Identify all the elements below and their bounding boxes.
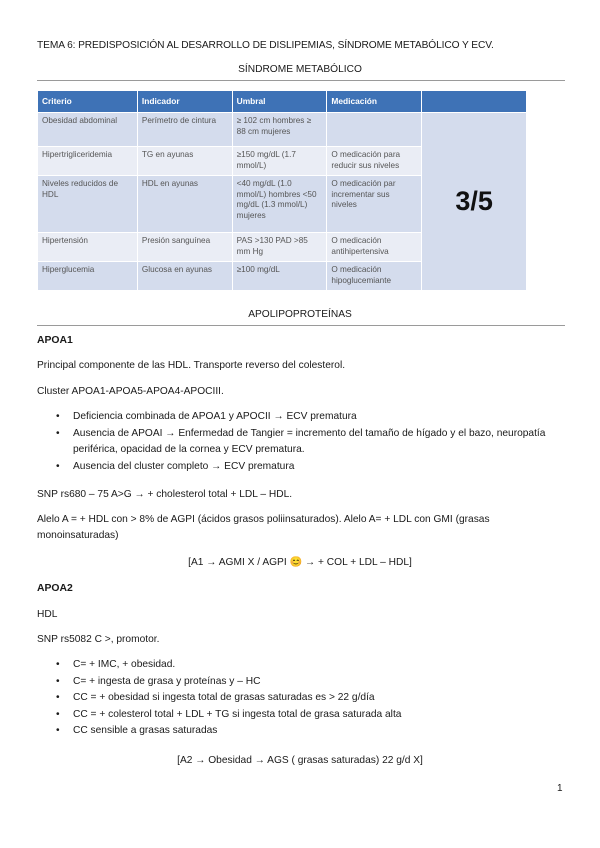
table-cell: O medicación antihipertensiva: [327, 233, 422, 262]
table-cell: <40 mg/dL (1.0 mmol/L) hombres <50 mg/dL (1.3 mmol/L) mujeres: [232, 176, 327, 233]
table-cell: O medicación para reducir sus niveles: [327, 147, 422, 176]
paragraph: Cluster APOA1-APOA5-APOA4-APOCIII.: [37, 386, 224, 397]
list-item: • CC sensible a grasas saturadas: [37, 723, 547, 740]
list-item: • C= + IMC, + obesidad.: [37, 657, 547, 674]
col-header: [422, 91, 527, 113]
table-cell: HDL en ayunas: [137, 176, 232, 233]
bullet-list-apoa2: [37, 657, 547, 740]
col-header: Criterio: [38, 91, 138, 113]
table-cell: O medicación par incrementar sus niveles: [327, 176, 422, 233]
table-cell: Obesidad abdominal: [38, 113, 138, 147]
col-header: Umbral: [232, 91, 327, 113]
bullet-list-apoa1: [37, 409, 547, 475]
document-title: TEMA 6: PREDISPOSICIÓN AL DESARROLLO DE DISLIPEMIAS, SÍNDROME METABÓLICO Y ECV.: [37, 40, 494, 51]
heading-apoa1: APOA1: [37, 335, 73, 346]
list-item: • Ausencia de APOAI → Enfermedad de Tangier = incremento del tamaño de hígado y el bazo, neuropatía periférica, opacidad de la cornea y ECV prematura.: [37, 426, 547, 459]
section-title-apolipoproteinas: APOLIPOPROTEÍNAS: [248, 309, 352, 320]
table-cell: Perímetro de cintura: [137, 113, 232, 147]
table-cell: ≥100 mg/dL: [232, 262, 327, 291]
list-item: • C= + ingesta de grasa y proteínas y – HC: [37, 674, 547, 691]
formula-apoa2: [A2 → Obesidad → AGS ( grasas saturadas) 22 g/d X]: [177, 755, 423, 766]
col-header: Medicación: [327, 91, 422, 113]
table-cell: O medicación hipoglucemiante: [327, 262, 422, 291]
heading-apoa2: APOA2: [37, 583, 73, 594]
table-header-row: [38, 91, 527, 113]
table-row: [38, 113, 527, 147]
page-number: 1: [557, 783, 563, 794]
divider: [37, 325, 565, 326]
table-cell: [327, 113, 422, 147]
paragraph: SNP rs5082 C >, promotor.: [37, 634, 160, 645]
table-cell: ≥150 mg/dL (1.7 mmol/L): [232, 147, 327, 176]
table-cell: Hipertensión: [38, 233, 138, 262]
paragraph: Alelo A = + HDL con > 8% de AGPI (ácidos grasos poliinsaturados). Alelo A= + LDL con GMI (grasas monoinsaturadas): [37, 514, 490, 541]
col-header: Indicador: [137, 91, 232, 113]
formula-apoa1: [A1 → AGMI X / AGPI 😊 → + COL + LDL – HDL]: [188, 557, 412, 568]
list-item: • CC = + obesidad si ingesta total de grasas saturadas es > 22 g/día: [37, 690, 547, 707]
list-item: • Ausencia del cluster completo → ECV prematura: [37, 459, 547, 476]
table-cell: TG en ayunas: [137, 147, 232, 176]
table-cell: Presión sanguínea: [137, 233, 232, 262]
list-item: • CC = + colesterol total + LDL + TG si ingesta total de grasa saturada alta: [37, 707, 547, 724]
score-cell: 3/5: [422, 113, 527, 291]
table-cell: Hiperglucemia: [38, 262, 138, 291]
metabolic-syndrome-table: [37, 90, 527, 291]
list-item: • Deficiencia combinada de APOA1 y APOCII → ECV prematura: [37, 409, 547, 426]
paragraph: HDL: [37, 609, 58, 620]
table-cell: PAS >130 PAD >85 mm Hg: [232, 233, 327, 262]
paragraph: Principal componente de las HDL. Transporte reverso del colesterol.: [37, 360, 346, 371]
paragraph: SNP rs680 – 75 A>G → + cholesterol total + LDL – HDL.: [37, 489, 293, 500]
divider: [37, 80, 565, 81]
table-cell: Niveles reducidos de HDL: [38, 176, 138, 233]
table-cell: Hipertrigliceridemia: [38, 147, 138, 176]
section-title-sindrome: SÍNDROME METABÓLICO: [238, 64, 362, 75]
table-cell: ≥ 102 cm hombres ≥ 88 cm mujeres: [232, 113, 327, 147]
table-cell: Glucosa en ayunas: [137, 262, 232, 291]
